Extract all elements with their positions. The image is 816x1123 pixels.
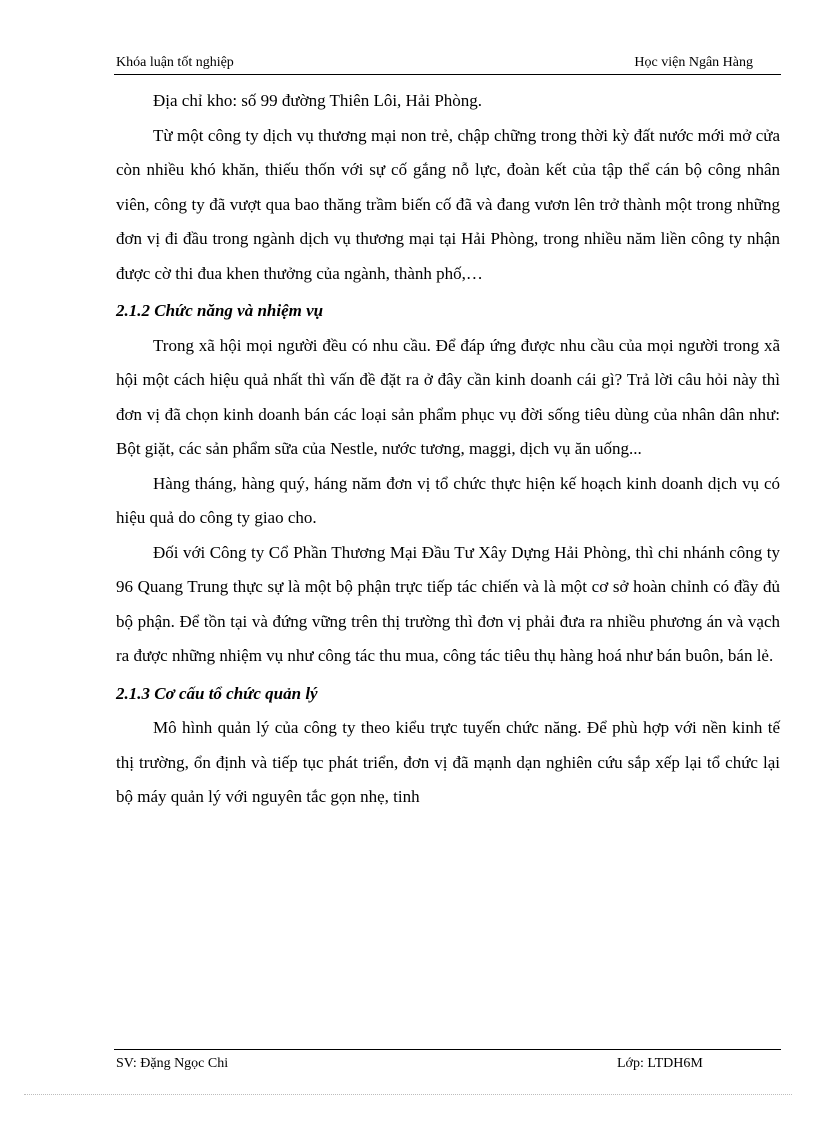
paragraph-management-model: Mô hình quản lý của công ty theo kiểu trực tuyến chức năng. Để phù hợp với nền kinh tế thị trường, ổn định và tiếp tục phát triển, đơn vị đã mạnh dạn nghiên cứu sắp xếp lại tổ chức lại bộ máy quản lý với nguyên tắc gọn nhẹ, tinh <box>116 718 780 806</box>
page-body <box>116 84 780 815</box>
footer-class-label: Lớp: LTDH6M <box>617 1056 703 1071</box>
page-footer <box>114 1055 781 1075</box>
footer-divider <box>114 1049 781 1050</box>
paragraph-business-plan: Hàng tháng, hàng quý, háng năm đơn vị tổ chức thực hiện kế hoạch kinh doanh dịch vụ có hiệu quả do công ty giao cho. <box>116 473 780 527</box>
paragraph-company-history: Từ một công ty dịch vụ thương mại non trẻ, chập chững trong thời kỳ đất nước mới mở cửa còn nhiều khó khăn, thiếu thốn với sự cố gắng nỗ lực, đoàn kết của tập thể cán bộ công nhân viên, công ty đã vượt qua bao thăng trầm biến cố đã và đang vươn lên trở thành một trong những đơn vị đi đầu trong ngành dịch vụ thương mại tại Hải Phòng, trong nhiều năm liền công ty nhận được cờ thi đua khen thưởng của ngành, thành phố,… <box>116 125 780 283</box>
footer-student-label: SV: Đặng Ngọc Chi <box>116 1056 229 1071</box>
page-header <box>114 54 781 74</box>
header-divider <box>114 74 781 75</box>
paragraph-branch-role: Đối với Công ty Cổ Phần Thương Mại Đầu Tư Xây Dựng Hải Phòng, thì chi nhánh công ty 96 Quang Trung thực sự là một bộ phận trực tiếp tác chiến và là một cơ sở hoàn chỉnh có đầy đủ bộ phận. Để tồn tại và đứng vững trên thị trường thì đơn vị phải đưa ra nhiều phương án và vạch ra được những nhiệm vụ như công tác thu mua, công tác tiêu thụ hàng hoá như bán buôn, bán lẻ. <box>116 542 780 665</box>
header-institution-label: Học viện Ngân Hàng <box>634 55 753 70</box>
paragraph-functions: Trong xã hội mọi người đều có nhu cầu. Để đáp ứng được nhu cầu của mọi người trong xã hội một cách hiệu quả nhất thì vấn đề đặt ra ở đây cần kinh doanh cái gì? Trả lời câu hỏi này thì đơn vị đã chọn kinh doanh bán các loại sản phẩm phục vụ đời sống tiêu dùng của nhân dân như: Bột giặt, các sản phẩm sữa của Nestle, nước tương, maggi, dịch vụ ăn uống... <box>116 335 780 458</box>
paragraph-warehouse-address: Địa chỉ kho: số 99 đường Thiên Lôi, Hải Phòng. <box>153 91 483 110</box>
page-boundary-line <box>24 1094 792 1095</box>
section-heading-functions: 2.1.2 Chức năng và nhiệm vụ <box>116 301 324 320</box>
section-heading-org-structure: 2.1.3 Cơ cấu tổ chức quản lý <box>116 683 318 703</box>
header-thesis-label: Khóa luận tốt nghiệp <box>116 55 234 70</box>
